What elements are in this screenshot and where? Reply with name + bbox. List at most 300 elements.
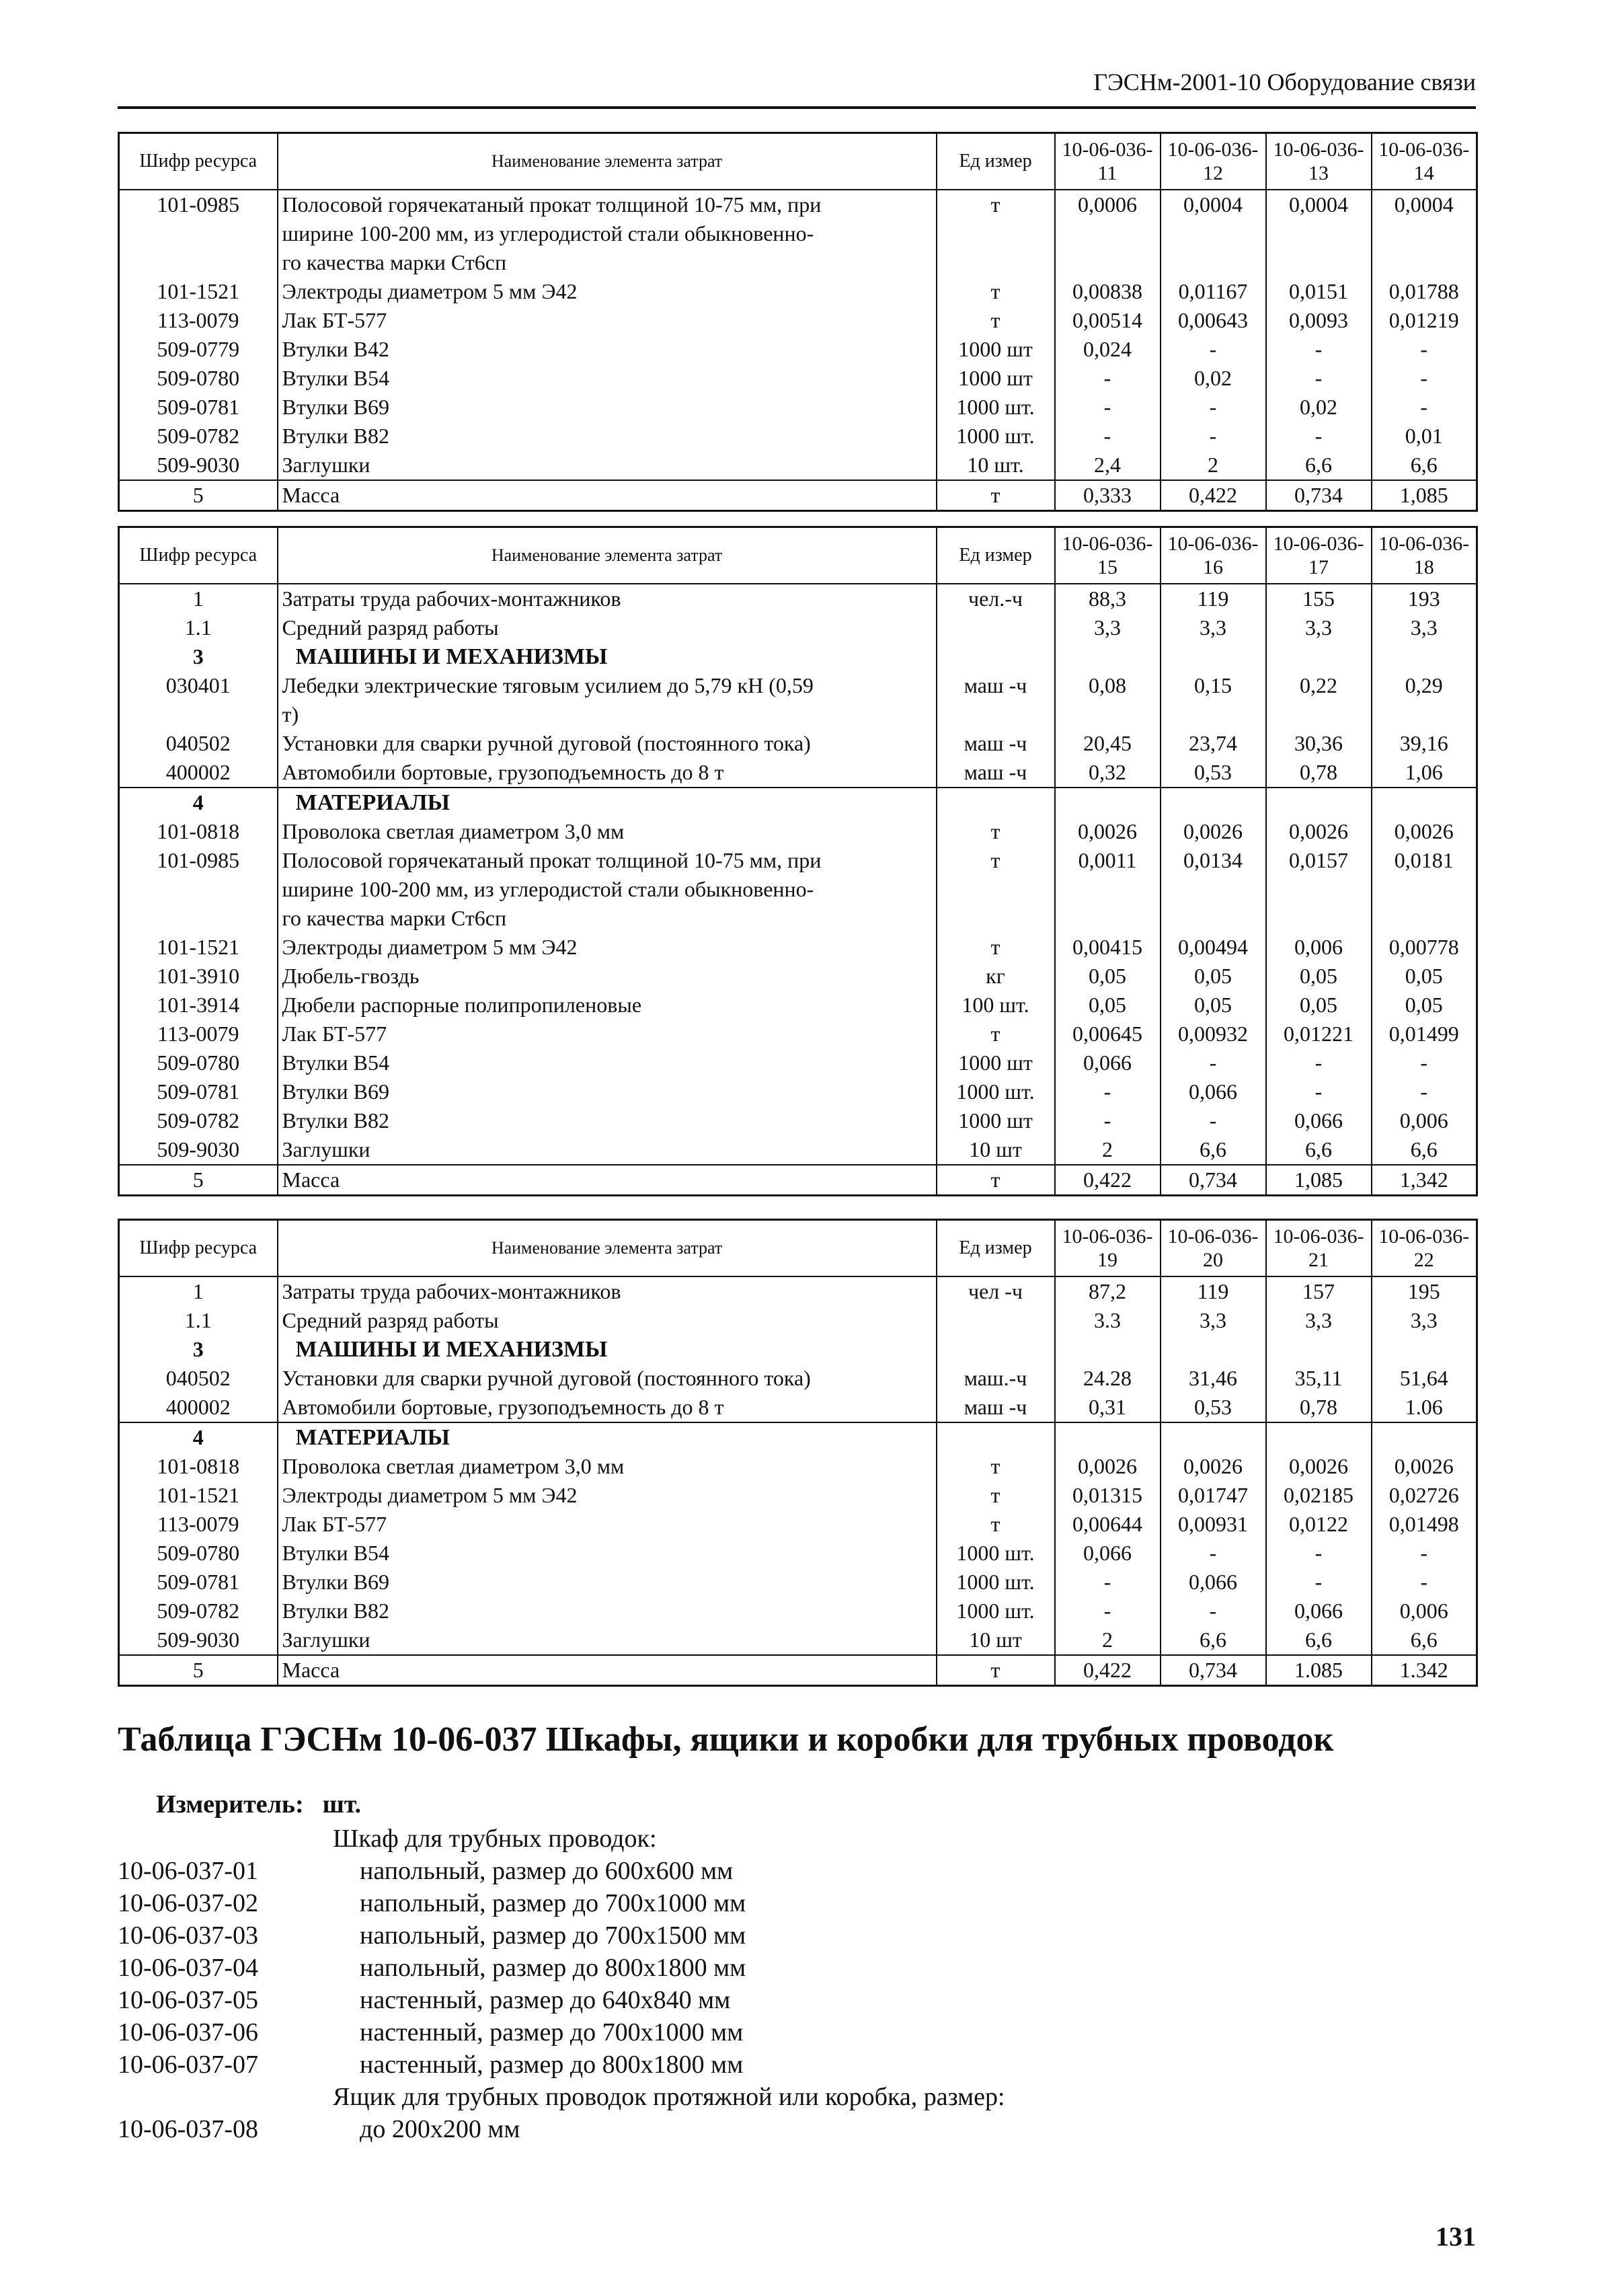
row-name [278, 613, 937, 642]
row-value: - [1055, 1597, 1161, 1625]
table-row [119, 1510, 1477, 1539]
row-value: 0,78 [1266, 1393, 1372, 1422]
row-value [1372, 1422, 1477, 1452]
row-name [278, 1335, 937, 1364]
header-code: Шифр ресурса [119, 527, 278, 584]
row-code: 3 [119, 1335, 278, 1364]
spec-code: 10-06-037-06 [118, 2018, 258, 2046]
row-value: 0,02 [1266, 393, 1372, 422]
row-value: 88,3 [1055, 584, 1161, 613]
row-value: - [1266, 1539, 1372, 1568]
row-code: 101-0818 [119, 1452, 278, 1481]
row-name-line: Дюбели распорные полипропиленовые [282, 993, 642, 1017]
row-name-line: Средний разряд работы [282, 1308, 499, 1332]
table-row [119, 1135, 1477, 1165]
row-unit: маш -ч [937, 671, 1055, 729]
row-unit: 1000 шт [937, 335, 1055, 364]
row-code: 509-0780 [119, 1048, 278, 1077]
row-unit: 1000 шт [937, 1048, 1055, 1077]
spec-desc: настенный, размер до 640х840 мм [360, 1986, 731, 2014]
row-unit: 1000 шт. [937, 422, 1055, 451]
row-name-line: МАТЕРИАЛЫ [295, 790, 450, 815]
spec-desc: напольный, размер до 700х1500 мм [360, 1921, 746, 1950]
row-value: 0,066 [1055, 1048, 1161, 1077]
spec-desc: настенный, размер до 800х1800 мм [360, 2051, 744, 2079]
row-unit: т [937, 306, 1055, 335]
table-row [119, 1306, 1477, 1335]
row-value: 0,00415 [1055, 933, 1161, 962]
row-name-line: Установки для сварки ручной дуговой (постоянного тока) [282, 1366, 811, 1390]
row-value: - [1266, 1568, 1372, 1597]
row-name [278, 1568, 937, 1597]
row-unit: маш -ч [937, 729, 1055, 758]
header-column-code: 10-06-036-15 [1055, 527, 1161, 584]
row-value: - [1161, 1106, 1266, 1135]
row-value: 0,01221 [1266, 1020, 1372, 1048]
row-name [278, 991, 937, 1020]
row-name [278, 758, 937, 788]
row-name-line: Втулки В69 [282, 1079, 389, 1104]
row-name [278, 788, 937, 817]
table-row [119, 480, 1477, 511]
row-value [1266, 1335, 1372, 1364]
spec-code: 10-06-037-07 [118, 2051, 258, 2079]
row-name [278, 1655, 937, 1686]
row-value: 2 [1161, 451, 1266, 480]
row-name-line: Полосовой горячекатаный прокат толщиной 10-75 мм, при [282, 192, 822, 217]
row-code: 101-1521 [119, 1481, 278, 1510]
row-unit: 10 шт. [937, 451, 1055, 480]
row-value [1055, 1422, 1161, 1452]
row-value: 0,422 [1055, 1655, 1161, 1686]
row-name [278, 480, 937, 511]
row-value: 51,64 [1372, 1364, 1477, 1393]
row-value: 0,01498 [1372, 1510, 1477, 1539]
header-name: Наименование элемента затрат [278, 527, 937, 584]
row-name-line: го качества марки Ст6сп [282, 250, 507, 274]
row-name-line: Масса [282, 1658, 340, 1682]
row-unit: т [937, 1655, 1055, 1686]
row-name-line: Проволока светлая диаметром 3,0 мм [282, 819, 625, 843]
row-name-line: Электроды диаметром 5 мм Э42 [282, 279, 578, 303]
row-value: 119 [1161, 584, 1266, 613]
row-unit: т [937, 846, 1055, 933]
row-value: 0,02185 [1266, 1481, 1372, 1510]
row-value: 0,0004 [1161, 190, 1266, 277]
row-name [278, 1481, 937, 1510]
row-name [278, 1597, 937, 1625]
row-value: - [1161, 335, 1266, 364]
table-row [119, 306, 1477, 335]
row-value: 0,05 [1055, 991, 1161, 1020]
row-value: 0,08 [1055, 671, 1161, 729]
row-value: 0,01 [1372, 422, 1477, 451]
row-value: 0,066 [1266, 1106, 1372, 1135]
row-value: 0,734 [1266, 480, 1372, 511]
row-value: 0,0026 [1266, 817, 1372, 846]
table-row [119, 729, 1477, 758]
row-value: 0,05 [1055, 962, 1161, 991]
row-value: 195 [1372, 1276, 1477, 1306]
table-row [119, 1165, 1477, 1196]
row-value: 0,00778 [1372, 933, 1477, 962]
row-unit [937, 788, 1055, 817]
header-column-code: 10-06-036-20 [1161, 1220, 1266, 1277]
row-unit: чел.-ч [937, 584, 1055, 613]
row-name-line: Втулки В82 [282, 424, 389, 448]
row-value: 20,45 [1055, 729, 1161, 758]
row-value: - [1372, 1568, 1477, 1597]
table-row [119, 846, 1477, 933]
row-name [278, 1539, 937, 1568]
row-unit [937, 642, 1055, 671]
spec-item [118, 1919, 1476, 1952]
row-value: 0,0026 [1055, 817, 1161, 846]
row-unit: 1000 шт. [937, 1539, 1055, 1568]
row-code: 509-0781 [119, 1568, 278, 1597]
header-name: Наименование элемента затрат [278, 133, 937, 190]
row-value: 0,333 [1055, 480, 1161, 511]
row-name-line: Полосовой горячекатаный прокат толщиной 10-75 мм, при [282, 848, 822, 872]
row-name-line: Заглушки [282, 1137, 370, 1161]
row-name [278, 190, 937, 277]
row-value: 193 [1372, 584, 1477, 613]
row-code: 509-0782 [119, 1597, 278, 1625]
row-unit [937, 613, 1055, 642]
row-value: 6,6 [1266, 1135, 1372, 1165]
row-name-line: Электроды диаметром 5 мм Э42 [282, 935, 578, 959]
row-value: - [1266, 364, 1372, 393]
row-value: - [1266, 335, 1372, 364]
table-row [119, 1481, 1477, 1510]
row-code: 4 [119, 1422, 278, 1452]
row-name-line: Втулки В42 [282, 337, 389, 361]
row-value: 6,6 [1161, 1625, 1266, 1655]
row-value: 3,3 [1266, 613, 1372, 642]
resource-table-1 [118, 132, 1478, 512]
spec-item [118, 1887, 1476, 1919]
row-unit: маш.-ч [937, 1364, 1055, 1393]
row-unit: т [937, 190, 1055, 277]
table-row [119, 1655, 1477, 1686]
row-unit: т [937, 1452, 1055, 1481]
table-row [119, 190, 1477, 277]
row-value: 1,06 [1372, 758, 1477, 788]
table-row [119, 817, 1477, 846]
row-value: 6,6 [1372, 451, 1477, 480]
row-unit: т [937, 1481, 1055, 1510]
row-name-line: Масса [282, 1168, 340, 1192]
row-name [278, 335, 937, 364]
row-name-line: Втулки В82 [282, 1108, 389, 1133]
row-value: 0,066 [1161, 1077, 1266, 1106]
row-unit: 1000 шт [937, 364, 1055, 393]
row-value: 2 [1055, 1625, 1161, 1655]
row-value: 0,78 [1266, 758, 1372, 788]
row-value: - [1372, 393, 1477, 422]
row-value: - [1266, 1048, 1372, 1077]
row-value: - [1266, 1077, 1372, 1106]
row-value: 87,2 [1055, 1276, 1161, 1306]
row-value: 157 [1266, 1276, 1372, 1306]
row-name-line: Затраты труда рабочих-монтажников [282, 586, 621, 611]
row-value: 1,085 [1266, 1165, 1372, 1196]
row-unit: 1000 шт. [937, 1597, 1055, 1625]
row-value [1055, 1335, 1161, 1364]
header-column-code: 10-06-036-18 [1372, 527, 1477, 584]
header-rule [118, 106, 1476, 109]
table-row [119, 393, 1477, 422]
row-unit: маш -ч [937, 1393, 1055, 1422]
row-name-line: Проволока светлая диаметром 3,0 мм [282, 1454, 625, 1478]
header-column-code: 10-06-036-22 [1372, 1220, 1477, 1277]
row-unit [937, 1306, 1055, 1335]
table-row [119, 613, 1477, 642]
row-unit: 100 шт. [937, 991, 1055, 1020]
row-value: 0,29 [1372, 671, 1477, 729]
row-value: - [1266, 422, 1372, 451]
row-value: 0,0011 [1055, 846, 1161, 933]
row-unit: т [937, 1165, 1055, 1196]
row-code: 5 [119, 480, 278, 511]
row-name [278, 364, 937, 393]
row-value: 0,024 [1055, 335, 1161, 364]
row-value [1161, 788, 1266, 817]
spec-item [118, 2113, 1476, 2145]
row-name [278, 306, 937, 335]
row-value: 0,05 [1161, 962, 1266, 991]
row-name [278, 1020, 937, 1048]
row-value: 1.342 [1372, 1655, 1477, 1686]
row-value [1161, 1335, 1266, 1364]
row-value: 23,74 [1161, 729, 1266, 758]
row-value: 30,36 [1266, 729, 1372, 758]
measure-value: шт. [322, 1790, 362, 1819]
header-unit: Ед измер [937, 1220, 1055, 1277]
row-value: - [1055, 1106, 1161, 1135]
row-value: - [1161, 422, 1266, 451]
spec-group-heading [118, 1823, 1476, 1855]
row-value: 0,734 [1161, 1655, 1266, 1686]
row-name-line: МАШИНЫ И МЕХАНИЗМЫ [295, 644, 608, 669]
row-name [278, 817, 937, 846]
header-column-code: 10-06-036-14 [1372, 133, 1477, 190]
row-value: 1,342 [1372, 1165, 1477, 1196]
row-value: 0,006 [1266, 933, 1372, 962]
row-value: 0,0026 [1266, 1452, 1372, 1481]
row-unit: кг [937, 962, 1055, 991]
table-row [119, 364, 1477, 393]
row-value: 0,0026 [1372, 817, 1477, 846]
row-value: 0,05 [1372, 991, 1477, 1020]
row-value: 1.085 [1266, 1655, 1372, 1686]
row-value: 0,066 [1266, 1597, 1372, 1625]
row-unit: 1000 шт. [937, 1568, 1055, 1597]
row-unit: т [937, 1020, 1055, 1048]
row-value: - [1055, 364, 1161, 393]
spec-item [118, 2049, 1476, 2081]
row-value: - [1372, 1077, 1477, 1106]
header-column-code: 10-06-036-12 [1161, 133, 1266, 190]
row-code: 101-0985 [119, 190, 278, 277]
table-row [119, 1077, 1477, 1106]
spec-code: 10-06-037-04 [118, 1954, 258, 1982]
spec-desc: Шкаф для трубных проводок: [333, 1825, 657, 1853]
row-value [1161, 642, 1266, 671]
row-code: 101-0985 [119, 846, 278, 933]
row-value: 0,02726 [1372, 1481, 1477, 1510]
table-row [119, 1568, 1477, 1597]
row-code: 509-0782 [119, 422, 278, 451]
row-name-line: Дюбель-гвоздь [282, 964, 420, 988]
row-value: 0,00643 [1161, 306, 1266, 335]
row-name-line: Автомобили бортовые, грузоподъемность до 8 т [282, 760, 724, 784]
row-name-line: го качества марки Ст6сп [282, 906, 507, 930]
table-header-row [119, 527, 1477, 584]
running-header: ГЭСНм-2001-10 Оборудование связи [1093, 69, 1476, 95]
row-name [278, 729, 937, 758]
row-code: 113-0079 [119, 1020, 278, 1048]
spec-desc: настенный, размер до 700х1000 мм [360, 2018, 744, 2046]
spec-item [118, 1952, 1476, 1984]
row-name-line: Лак БТ-577 [282, 1022, 387, 1046]
table-row [119, 758, 1477, 788]
table-row [119, 1020, 1477, 1048]
row-value: 0,01747 [1161, 1481, 1266, 1510]
spec-code: 10-06-037-01 [118, 1857, 258, 1885]
row-name [278, 1276, 937, 1306]
row-code: 113-0079 [119, 306, 278, 335]
row-value: 1.06 [1372, 1393, 1477, 1422]
row-value: 0,05 [1161, 991, 1266, 1020]
row-value: 0,01499 [1372, 1020, 1477, 1048]
row-value: 0,0004 [1266, 190, 1372, 277]
row-code: 4 [119, 788, 278, 817]
row-value: 0,15 [1161, 671, 1266, 729]
row-code: 101-1521 [119, 933, 278, 962]
row-name-line: ширине 100-200 мм, из углеродистой стали обыкновенно- [282, 221, 814, 245]
spec-desc: напольный, размер до 600х600 мм [360, 1857, 734, 1885]
row-value: 0,05 [1266, 962, 1372, 991]
row-unit: т [937, 277, 1055, 306]
table-row [119, 277, 1477, 306]
row-name-line: ширине 100-200 мм, из углеродистой стали обыкновенно- [282, 877, 814, 901]
row-value: - [1372, 1048, 1477, 1077]
row-value: 0,00645 [1055, 1020, 1161, 1048]
row-code: 509-0782 [119, 1106, 278, 1135]
row-name [278, 933, 937, 962]
row-name [278, 1393, 937, 1422]
row-value: 3.3 [1055, 1306, 1161, 1335]
row-value: 0,0026 [1055, 1452, 1161, 1481]
row-value: 0,006 [1372, 1106, 1477, 1135]
row-value: 0,31 [1055, 1393, 1161, 1422]
row-unit: 10 шт [937, 1625, 1055, 1655]
row-value: 0,32 [1055, 758, 1161, 788]
row-value [1372, 788, 1477, 817]
row-value [1266, 788, 1372, 817]
spec-code: 10-06-037-03 [118, 1921, 258, 1950]
row-value: 0,0157 [1266, 846, 1372, 933]
page-number: 131 [1436, 2221, 1476, 2252]
row-value [1372, 1335, 1477, 1364]
row-value: 3,3 [1372, 1306, 1477, 1335]
table-row [119, 1106, 1477, 1135]
row-name-line: Электроды диаметром 5 мм Э42 [282, 1483, 578, 1507]
row-code: 030401 [119, 671, 278, 729]
row-code: 400002 [119, 758, 278, 788]
row-name [278, 584, 937, 613]
row-value: 0,00838 [1055, 277, 1161, 306]
row-code: 101-1521 [119, 277, 278, 306]
table-row [119, 1452, 1477, 1481]
row-value [1266, 642, 1372, 671]
resource-table-3 [118, 1219, 1478, 1687]
row-value: 0,05 [1372, 962, 1477, 991]
row-name-line: Лак БТ-577 [282, 1512, 387, 1536]
table-row [119, 642, 1477, 671]
table-row [119, 1048, 1477, 1077]
table-row [119, 933, 1477, 962]
row-name [278, 1135, 937, 1165]
table-header-row [119, 1220, 1477, 1277]
row-value: 6,6 [1266, 451, 1372, 480]
row-value: 0,0181 [1372, 846, 1477, 933]
table-row [119, 962, 1477, 991]
table-row [119, 1625, 1477, 1655]
row-code: 509-9030 [119, 1135, 278, 1165]
row-value: 0,00494 [1161, 933, 1266, 962]
row-code: 5 [119, 1655, 278, 1686]
row-value: 0,0134 [1161, 846, 1266, 933]
row-unit: т [937, 817, 1055, 846]
row-name-line: Втулки В54 [282, 1541, 389, 1565]
row-unit: маш -ч [937, 758, 1055, 788]
row-value: 31,46 [1161, 1364, 1266, 1393]
row-name-line: Автомобили бортовые, грузоподъемность до 8 т [282, 1395, 724, 1419]
row-value: 3,3 [1372, 613, 1477, 642]
row-value: 6,6 [1372, 1135, 1477, 1165]
table-row [119, 422, 1477, 451]
row-code: 509-9030 [119, 1625, 278, 1655]
header-column-code: 10-06-036-17 [1266, 527, 1372, 584]
row-code: 509-0780 [119, 1539, 278, 1568]
row-unit: т [937, 480, 1055, 511]
row-code: 040502 [119, 729, 278, 758]
table-row [119, 1422, 1477, 1452]
row-value: 35,11 [1266, 1364, 1372, 1393]
row-value: 2 [1055, 1135, 1161, 1165]
row-code: 1 [119, 584, 278, 613]
row-code: 101-0818 [119, 817, 278, 846]
row-value: 0,02 [1161, 364, 1266, 393]
table-row [119, 1276, 1477, 1306]
row-value: 0,00644 [1055, 1510, 1161, 1539]
spec-code: 10-06-037-02 [118, 1889, 258, 1917]
row-name-line: МАТЕРИАЛЫ [295, 1425, 450, 1450]
header-column-code: 10-06-036-16 [1161, 527, 1266, 584]
row-name [278, 1452, 937, 1481]
row-name [278, 1625, 937, 1655]
row-value: 6,6 [1372, 1625, 1477, 1655]
row-name [278, 393, 937, 422]
row-value: 0,422 [1161, 480, 1266, 511]
row-value: 0,006 [1372, 1597, 1477, 1625]
header-code: Шифр ресурса [119, 1220, 278, 1277]
row-value: 39,16 [1372, 729, 1477, 758]
row-value: 0,0026 [1161, 817, 1266, 846]
spec-desc: до 200х200 мм [360, 2115, 520, 2143]
